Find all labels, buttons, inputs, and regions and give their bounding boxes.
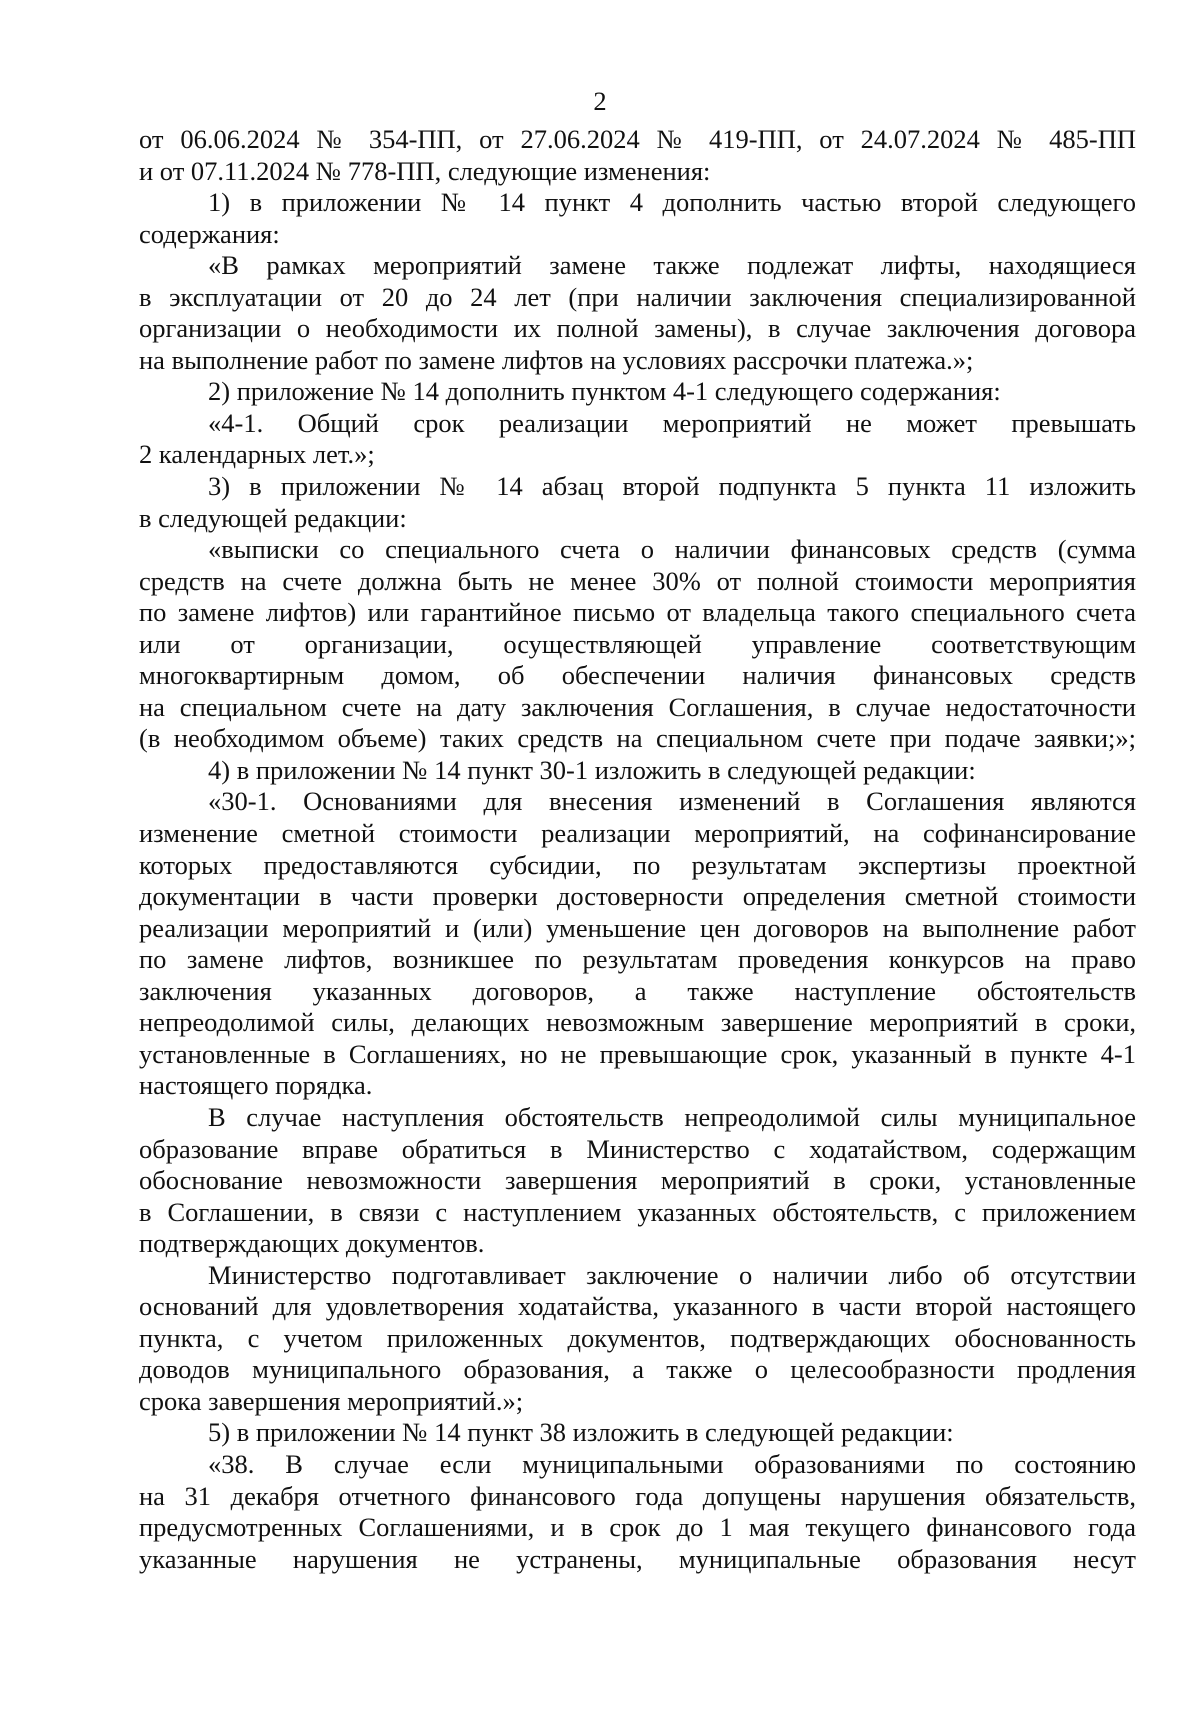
text-line: и от 07.11.2024 № 778-ПП, следующие изменения: xyxy=(139,155,711,186)
page-number: 2 xyxy=(593,86,607,116)
text-line: в Соглашении, в связи с наступлением указанных обстоятельств, с приложением xyxy=(139,1196,1136,1227)
text-line: средств на счете должна быть не менее 30% от полной стоимости мероприятия xyxy=(139,565,1136,596)
text-line: в следующей редакции: xyxy=(139,502,407,533)
text-line: содержания: xyxy=(139,218,280,249)
text-line: предусмотренных Соглашениями, и в срок до 1 мая текущего финансового года xyxy=(139,1512,1136,1543)
text-line: указанные нарушения не устранены, муниципальные образования несут xyxy=(139,1543,1136,1574)
text-line: «выписки со специального счета о наличии финансовых средств (сумма xyxy=(208,534,1136,565)
text-line: обоснование невозможности завершения мероприятий в сроки, установленные xyxy=(139,1165,1136,1196)
text-line: (в необходимом объеме) таких средств на специальном счете при подаче заявки;»; xyxy=(139,723,1136,754)
text-line: по замене лифтов) или гарантийное письмо от владельца такого специального счета xyxy=(139,597,1136,628)
text-line: на 31 декабря отчетного финансового года допущены нарушения обязательств, xyxy=(139,1480,1136,1511)
text-line: установленные в Соглашениях, но не превышающие срок, указанный в пункте 4-1 xyxy=(139,1038,1136,1069)
text-line: пункта, с учетом приложенных документов, подтверждающих обоснованность xyxy=(139,1322,1136,1353)
text-line: организации о необходимости их полной замены), в случае заключения договора xyxy=(139,313,1136,344)
text-line: настоящего порядка. xyxy=(139,1070,373,1101)
text-line: «4-1. Общий срок реализации мероприятий не может превышать xyxy=(208,407,1136,438)
text-line: Министерство подготавливает заключение о наличии либо об отсутствии xyxy=(208,1259,1136,1290)
text-line: доводов муниципального образования, а также о целесообразности продления xyxy=(139,1354,1136,1385)
text-line: 5) в приложении № 14 пункт 38 изложить в следующей редакции: xyxy=(208,1417,954,1448)
text-line: образование вправе обратиться в Министерство с ходатайством, содержащим xyxy=(139,1133,1136,1164)
text-line: на выполнение работ по замене лифтов на условиях рассрочки платежа.»; xyxy=(139,344,974,375)
text-line: изменение сметной стоимости реализации мероприятий, на софинансирование xyxy=(139,818,1136,849)
text-line: непреодолимой силы, делающих невозможным завершение мероприятий в сроки, xyxy=(139,1007,1136,1038)
text-line: в эксплуатации от 20 до 24 лет (при наличии заключения специализированной xyxy=(139,281,1136,312)
text-line: заключения указанных договоров, а также наступление обстоятельств xyxy=(139,975,1136,1006)
text-line: документации в части проверки достоверности определения сметной стоимости xyxy=(139,881,1136,912)
text-line: подтверждающих документов. xyxy=(139,1228,485,1259)
text-line: «38. В случае если муниципальными образованиями по состоянию xyxy=(208,1448,1136,1479)
text-line: 3) в приложении № 14 абзац второй подпункта 5 пункта 11 изложить xyxy=(208,471,1136,502)
text-line: по замене лифтов, возникшее по результатам проведения конкурсов на право xyxy=(139,944,1136,975)
text-line: В случае наступления обстоятельств непреодолимой силы муниципальное xyxy=(208,1101,1136,1132)
text-line: срока завершения мероприятий.»; xyxy=(139,1385,524,1416)
text-line: 2) приложение № 14 дополнить пунктом 4-1 следующего содержания: xyxy=(208,376,1001,407)
text-line: оснований для удовлетворения ходатайства, указанного в части второй настоящего xyxy=(139,1291,1136,1322)
text-line: 1) в приложении № 14 пункт 4 дополнить частью второй следующего xyxy=(208,187,1136,218)
document-body xyxy=(139,124,1136,1575)
text-line: реализации мероприятий и (или) уменьшение цен договоров на выполнение работ xyxy=(139,912,1136,943)
text-line: «В рамках мероприятий замене также подлежат лифты, находящиеся xyxy=(208,250,1136,281)
text-line: от 06.06.2024 № 354-ПП, от 27.06.2024 № 419-ПП, от 24.07.2024 № 485-ПП xyxy=(139,124,1136,154)
text-line: «30-1. Основаниями для внесения изменений в Соглашения являются xyxy=(208,786,1136,817)
text-line: или от организации, осуществляющей управление соответствующим xyxy=(139,628,1136,659)
text-line: многоквартирным домом, об обеспечении наличия финансовых средств xyxy=(139,660,1136,691)
text-line: на специальном счете на дату заключения Соглашения, в случае недостаточности xyxy=(139,691,1136,722)
text-line: которых предоставляются субсидии, по результатам экспертизы проектной xyxy=(139,849,1136,880)
text-line: 4) в приложении № 14 пункт 30-1 изложить в следующей редакции: xyxy=(208,754,976,785)
text-line: 2 календарных лет.»; xyxy=(139,439,375,470)
